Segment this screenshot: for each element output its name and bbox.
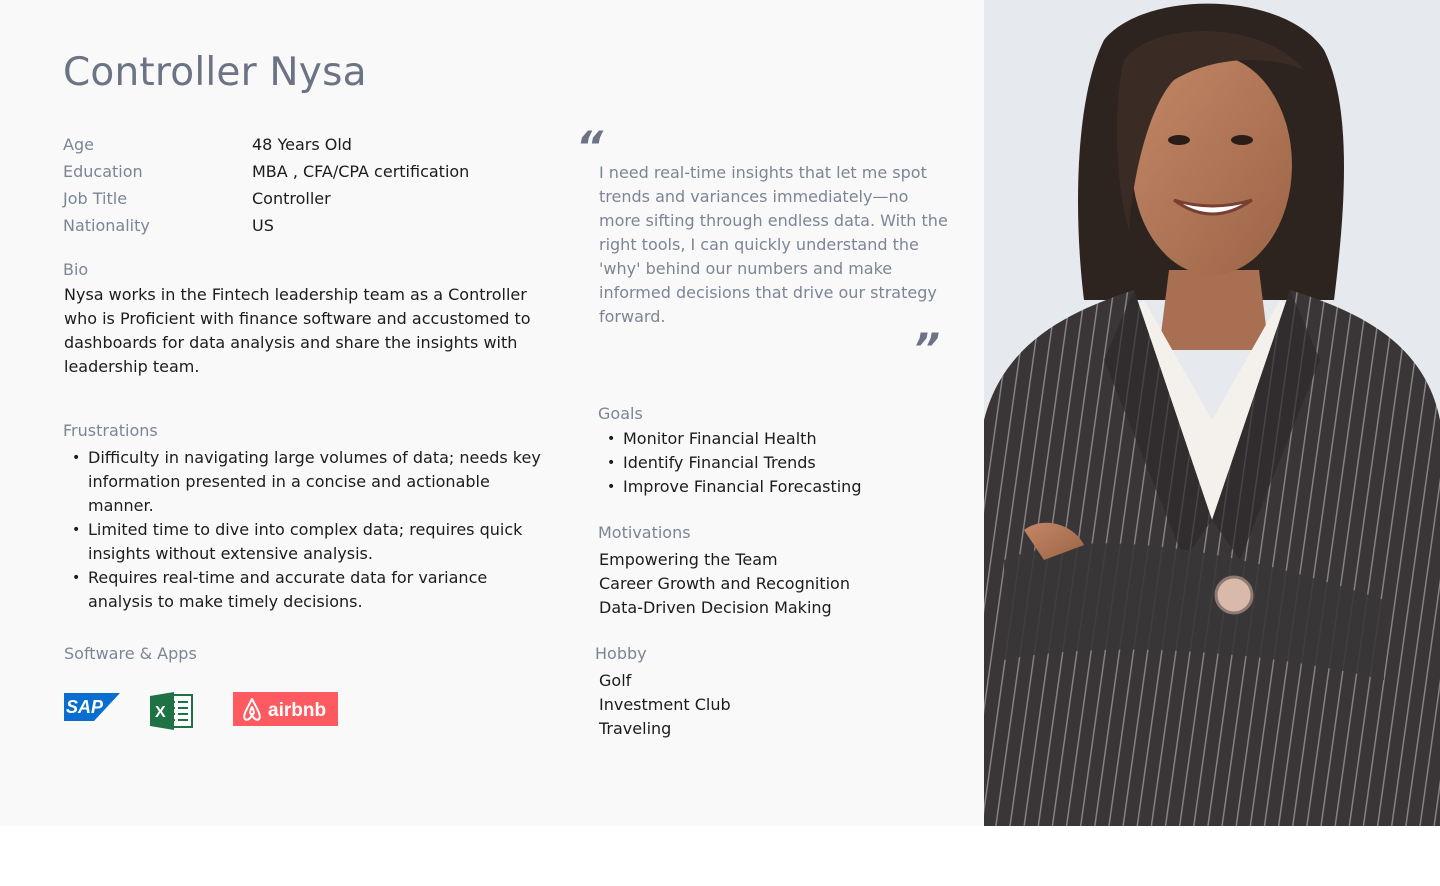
goals-list [598, 427, 958, 499]
list-item: • Difficulty in navigating large volumes of data; needs key information presented in a concise and actionable manner. [63, 446, 543, 518]
sap-logo [64, 693, 120, 721]
goals-label: Goals [598, 404, 643, 423]
hobby-list [599, 669, 731, 741]
attribute-label: Age [63, 135, 94, 154]
attribute-value: Controller [252, 189, 331, 208]
quote-text: I need real-time insights that let me spot trends and variances immediately—no more sifting through endless data. With the right tools, I can quickly understand the 'why' behind our numbers and make informed decisions that drive our strategy forward. [599, 163, 948, 326]
list-item: • Improve Financial Forecasting [598, 475, 958, 499]
excel-logo [150, 692, 194, 730]
list-item: Golf [599, 671, 632, 690]
list-item: Traveling [599, 719, 672, 738]
list-item: • Limited time to dive into complex data; requires quick insights without extensive analysis. [63, 518, 543, 566]
bio-text: Nysa works in the Fintech leadership team as a Controller who is Proficient with finance software and accustomed to dashboards for data analysis and share the insights with leadership team. [64, 285, 531, 376]
motivations-list [599, 548, 850, 620]
attribute-value: US [252, 216, 274, 235]
motivations-label: Motivations [598, 523, 691, 542]
persona-portrait [984, 0, 1440, 826]
software-label: Software & Apps [64, 644, 197, 663]
list-item: Career Growth and Recognition [599, 574, 850, 593]
airbnb-logo [233, 692, 338, 726]
excel-logo-text: X [155, 704, 166, 721]
attribute-value: MBA , CFA/CPA certification [252, 162, 470, 181]
bio-label: Bio [63, 260, 89, 279]
frustrations-list [63, 446, 543, 614]
hobby-label: Hobby [595, 644, 647, 663]
open-quote-icon: “ [576, 122, 604, 171]
list-item: • Monitor Financial Health [598, 427, 958, 451]
frustrations-label: Frustrations [63, 421, 158, 440]
airbnb-logo-text: airbnb [268, 700, 327, 721]
list-item: • Requires real-time and accurate data for variance analysis to make timely decisions. [63, 566, 543, 614]
close-quote-icon: ” [913, 324, 941, 373]
persona-name: Controller Nysa [63, 50, 367, 95]
attribute-label: Education [63, 162, 143, 181]
sap-logo-text: SAP [66, 697, 104, 717]
attribute-label: Job Title [63, 189, 128, 208]
list-item: Data-Driven Decision Making [599, 598, 832, 617]
attribute-label: Nationality [63, 216, 150, 235]
attribute-value: 48 Years Old [252, 135, 352, 154]
list-item: Empowering the Team [599, 550, 778, 569]
list-item: • Identify Financial Trends [598, 451, 958, 475]
list-item: Investment Club [599, 695, 731, 714]
